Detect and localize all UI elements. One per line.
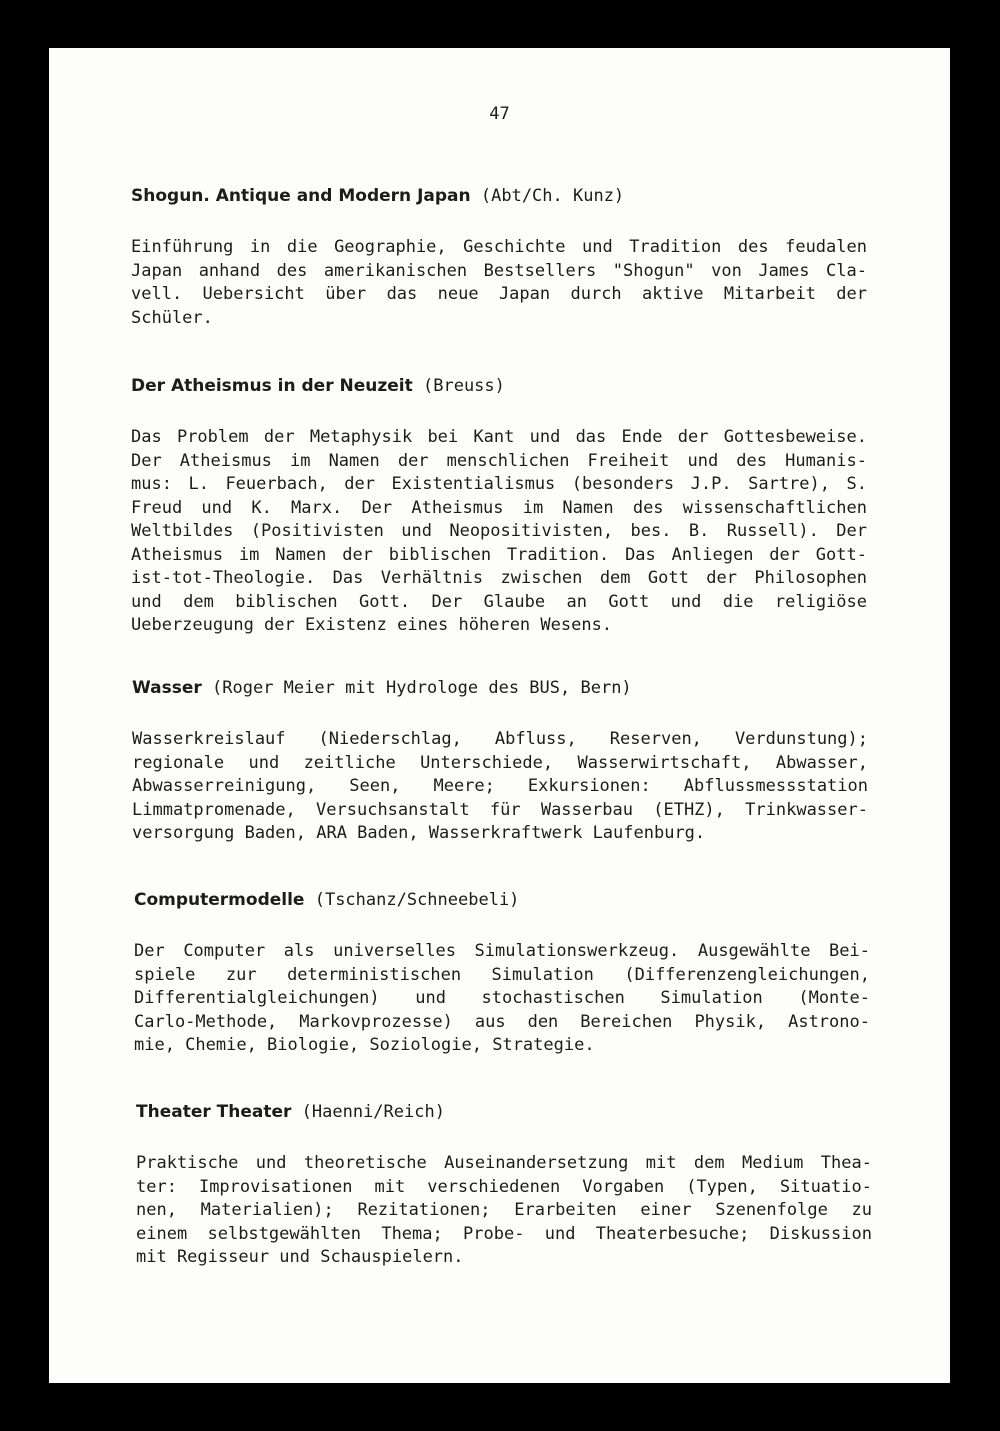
document-page bbox=[49, 48, 950, 1383]
course-section bbox=[136, 1100, 872, 1270]
body-line: Limmatpromenade, Versuchsanstalt für Wasserbau (ETHZ), Trinkwasser- bbox=[132, 799, 868, 820]
body-line: und dem biblischen Gott. Der Glaube an Gott und die religiöse bbox=[131, 591, 867, 612]
section-author: (Tschanz/Schneebeli) bbox=[314, 890, 520, 910]
section-title: Der Atheismus in der Neuzeit bbox=[131, 376, 413, 396]
body-line: regionale und zeitliche Unterschiede, Wasserwirtschaft, Abwasser, bbox=[132, 752, 868, 773]
course-section bbox=[134, 888, 870, 1058]
section-title: Computermodelle bbox=[134, 890, 305, 910]
page-number: 47 bbox=[489, 104, 510, 124]
section-body bbox=[132, 728, 868, 846]
body-line: Schüler. bbox=[131, 307, 213, 328]
section-body bbox=[136, 1152, 872, 1270]
course-section bbox=[131, 374, 867, 638]
section-heading bbox=[136, 1100, 872, 1124]
section-heading bbox=[134, 888, 870, 912]
body-line: ter: Improvisationen mit verschiedenen Vorgaben (Typen, Situatio- bbox=[136, 1176, 872, 1197]
section-body bbox=[134, 940, 870, 1058]
section-title: Wasser bbox=[132, 678, 202, 698]
body-line: vell. Uebersicht über das neue Japan durch aktive Mitarbeit der bbox=[131, 284, 867, 304]
body-line: Japan anhand des amerikanischen Bestsellers "Shogun" von James Cla- bbox=[131, 260, 867, 281]
body-line: mus: L. Feuerbach, der Existentialismus (besonders J.P. Sartre), S. bbox=[131, 474, 867, 494]
body-line: mie, Chemie, Biologie, Soziologie, Strategie. bbox=[134, 1035, 595, 1055]
course-section bbox=[131, 184, 867, 330]
section-author: (Haenni/Reich) bbox=[301, 1102, 445, 1122]
body-line: spiele zur deterministischen Simulation (Differenzengleichungen, bbox=[134, 964, 870, 985]
section-body bbox=[131, 426, 867, 638]
body-line: Der Atheismus im Namen der menschlichen Freiheit und des Humanis- bbox=[131, 450, 867, 471]
course-section bbox=[132, 676, 868, 846]
body-line: Atheismus im Namen der biblischen Tradition. Das Anliegen der Gott- bbox=[131, 544, 867, 565]
body-line: Differentialgleichungen) und stochastischen Simulation (Monte- bbox=[134, 988, 870, 1008]
body-line: Ueberzeugung der Existenz eines höheren Wesens. bbox=[131, 615, 613, 635]
body-line: einem selbstgewählten Thema; Probe- und Theaterbesuche; Diskussion bbox=[136, 1223, 872, 1244]
body-line: Das Problem der Metaphysik bei Kant und das Ende der Gottesbeweise. bbox=[131, 427, 867, 447]
section-author: (Abt/Ch. Kunz) bbox=[480, 186, 625, 206]
body-line: Praktische und theoretische Auseinandersetzung mit dem Medium Thea- bbox=[136, 1153, 872, 1173]
body-line: versorgung Baden, ARA Baden, Wasserkraftwerk Laufenburg. bbox=[132, 823, 706, 843]
body-line: ist-tot-Theologie. Das Verhältnis zwischen dem Gott der Philosophen bbox=[131, 568, 867, 588]
body-line: Einführung in die Geographie, Geschichte und Tradition des feudalen bbox=[131, 237, 867, 257]
body-line: mit Regisseur und Schauspielern. bbox=[136, 1247, 464, 1267]
section-heading bbox=[131, 184, 867, 208]
section-author: (Roger Meier mit Hydrologe des BUS, Bern) bbox=[212, 678, 632, 698]
section-title: Theater Theater bbox=[136, 1102, 292, 1122]
section-body bbox=[131, 236, 867, 330]
section-heading bbox=[131, 374, 867, 398]
body-line: Abwasserreinigung, Seen, Meere; Exkursionen: Abflussmessstation bbox=[132, 776, 868, 796]
body-line: Carlo-Methode, Markovprozesse) aus den Bereichen Physik, Astrono- bbox=[134, 1011, 870, 1032]
body-line: Wasserkreislauf (Niederschlag, Abfluss, Reserven, Verdunstung); bbox=[132, 729, 868, 749]
body-line: nen, Materialien); Rezitationen; Erarbeiten einer Szenenfolge zu bbox=[136, 1200, 872, 1220]
body-line: Weltbildes (Positivisten und Neopositivisten, bes. B. Russell). Der bbox=[131, 521, 867, 541]
section-title: Shogun. Antique and Modern Japan bbox=[131, 186, 471, 206]
section-heading bbox=[132, 676, 868, 700]
section-author: (Breuss) bbox=[423, 376, 505, 396]
body-line: Der Computer als universelles Simulationswerkzeug. Ausgewählte Bei- bbox=[134, 941, 870, 961]
body-line: Freud und K. Marx. Der Atheismus im Namen des wissenschaftlichen bbox=[131, 497, 867, 518]
